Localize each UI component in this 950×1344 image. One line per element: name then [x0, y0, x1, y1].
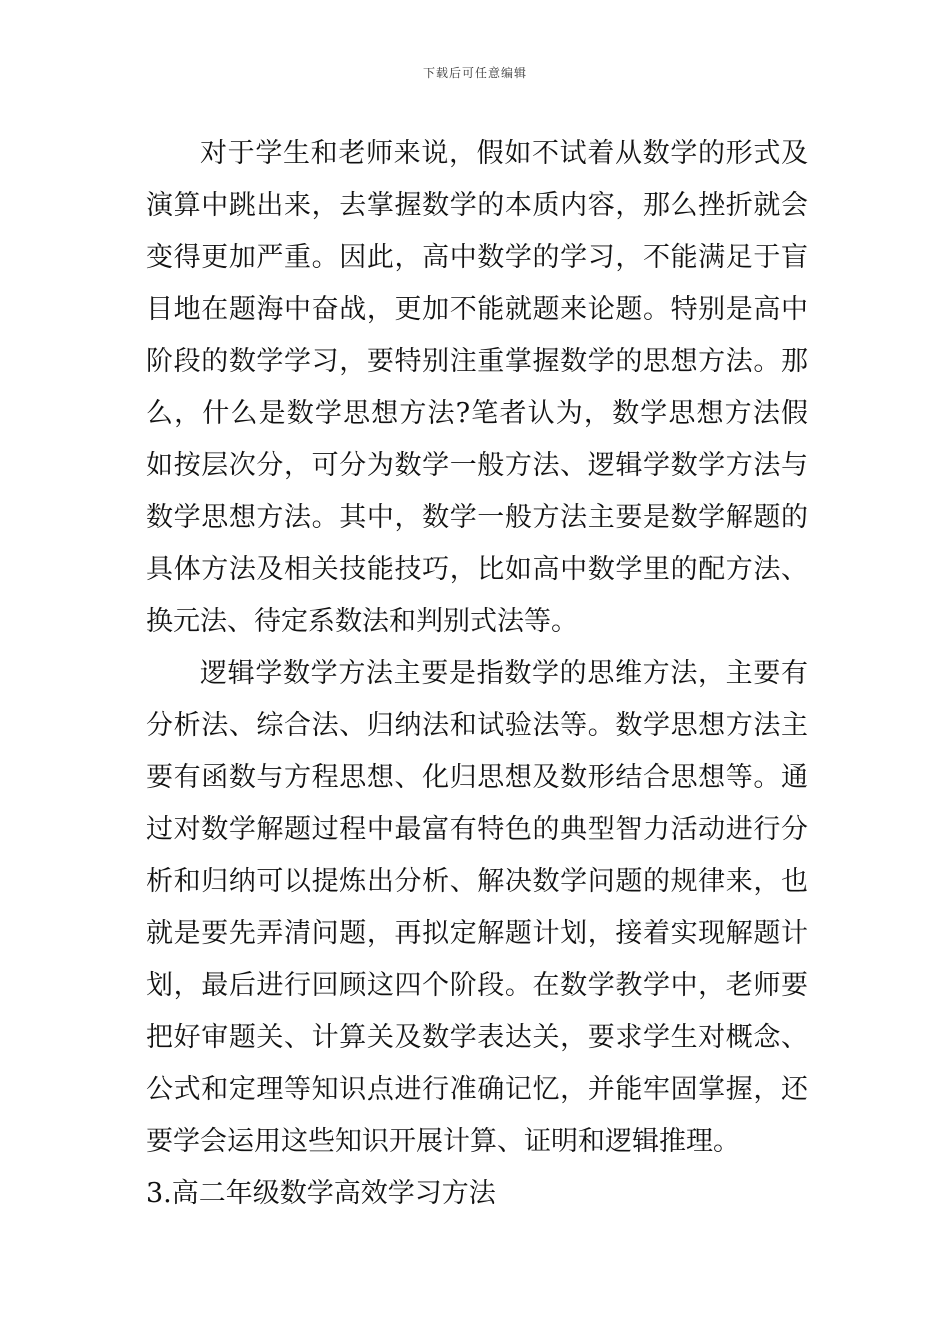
paragraph-2: 逻辑学数学方法主要是指数学的思维方法，主要有分析法、综合法、归纳法和试验法等。数学思想方法主要有函数与方程思想、化归思想及数形结合思想等。通过对数学解题过程中最富有特色的典型智力活动进行分析和归纳可以提炼出分析、解决数学问题的规律来，也就是要先弄清问题，再拟定解题计划，接着实现解题计划，最后进行回顾这四个阶段。在数学教学中，老师要把好审题关、计算关及数学表达关，要求学生对概念、公式和定理等知识点进行准确记忆，并能牢固掌握，还要学会运用这些知识开展计算、证明和逻辑推理。 [146, 658, 808, 1157]
document-body [146, 128, 808, 1220]
page-header-note: 下载后可任意编辑 [422, 66, 527, 80]
section-heading: 3.高二年级数学高效学习方法 [146, 1178, 496, 1209]
paragraph-1: 对于学生和老师来说，假如不试着从数学的形式及演算中跳出来，去掌握数学的本质内容，那么挫折就会变得更加严重。因此，高中数学的学习，不能满足于盲目地在题海中奋战，更加不能就题来论题。特别是高中阶段的数学学习，要特别注重掌握数学的思想方法。那么，什么是数学思想方法?笔者认为，数学思想方法假如按层次分，可分为数学一般方法、逻辑学数学方法与数学思想方法。其中，数学一般方法主要是数学解题的具体方法及相关技能技巧，比如高中数学里的配方法、换元法、待定系数法和判别式法等。 [146, 138, 808, 637]
